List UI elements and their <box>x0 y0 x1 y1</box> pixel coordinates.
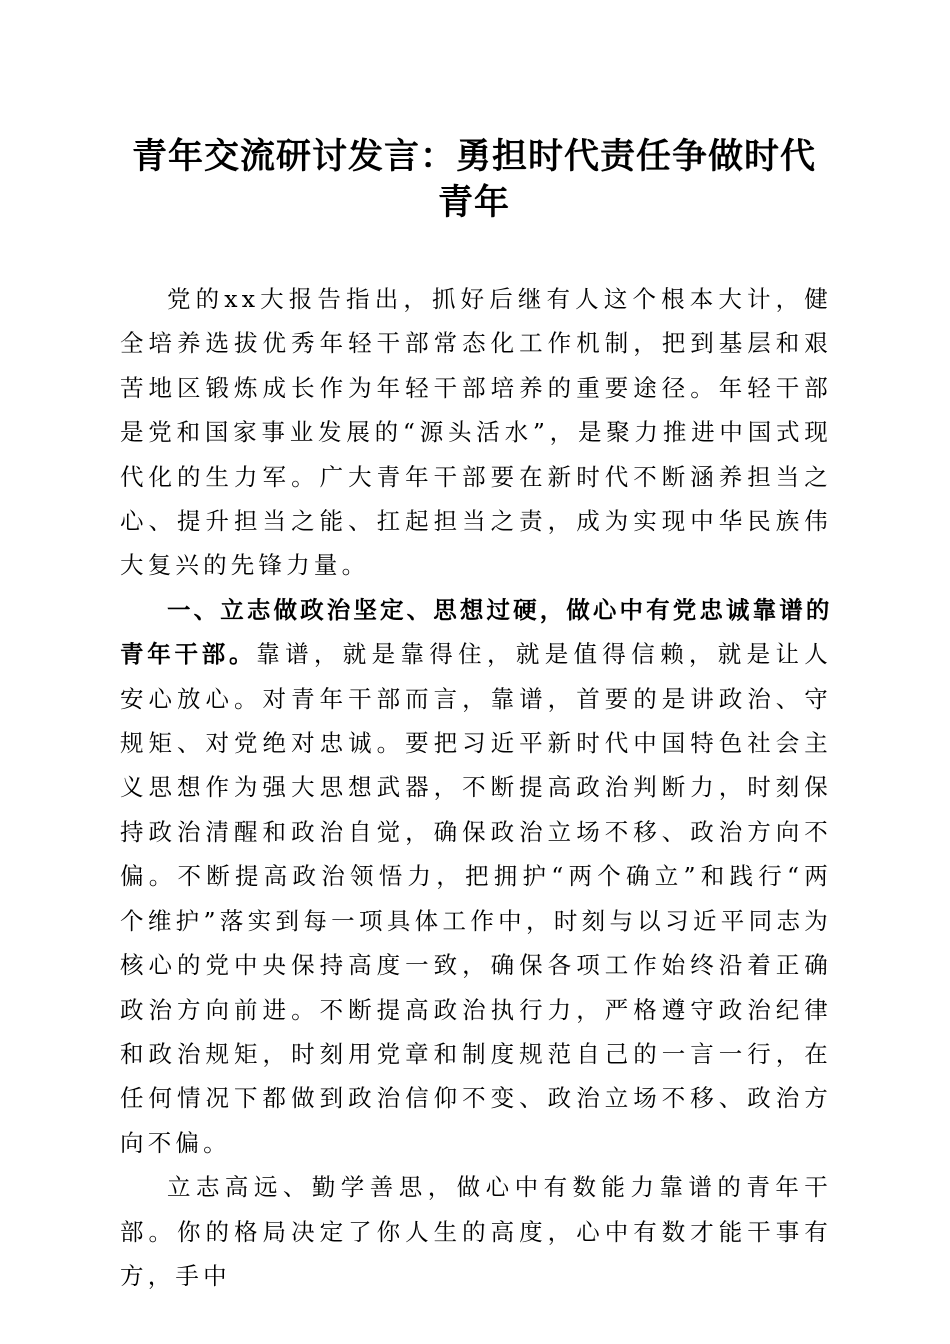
section-heading: 一、立志做政治坚定、思想过硬，做心中有党忠诚靠谱的青年干部。 <box>120 595 832 669</box>
paragraph-section-two <box>120 1165 832 1298</box>
paragraph-text: 立志高远、勤学善思，做心中有数能力靠谱的青年干部。你的格局决定了你人生的高度，心中有数才能干事有方，手中 <box>120 1173 832 1290</box>
paragraph-section-one <box>120 588 832 1165</box>
paragraph-text: 党的xx大报告指出，抓好后继有人这个根本大计，健全培养选拔优秀年轻干部常态化工作机制，把到基层和艰苦地区锻炼成长作为年轻干部培养的重要途径。年轻干部是党和国家事业发展的“源头活水”，是聚力推进中国式现代化的生力军。广大青年干部要在新时代不断涵养担当之心、提升担当之能、扛起担当之责，成为实现中华民族伟大复兴的先锋力量。 <box>120 285 832 580</box>
document-body <box>120 277 832 1298</box>
paragraph-intro <box>120 277 832 588</box>
document-title: 青年交流研讨发言：勇担时代责任争做时代青年 <box>131 136 816 223</box>
paragraph-text: 靠谱，就是靠得住，就是值得信赖，就是让人安心放心。对青年干部而言，靠谱，首要的是讲政治、守规矩、对党绝对忠诚。要把习近平新时代中国特色社会主义思想作为强大思想武器，不断提高政治判断力，时刻保持政治清醒和政治自觉，确保政治立场不移、政治方向不偏。不断提高政治领悟力，把拥护“两个确立”和践行“两个维护”落实到每一项具体工作中，时刻与以习近平同志为核心的党中央保持高度一致，确保各项工作始终沿着正确政治方向前进。不断提高政治执行力，严格遵守政治纪律和政治规矩，时刻用党章和制度规范自己的一言一行，在任何情况下都做到政治信仰不变、政治立场不移、政治方向不偏。 <box>120 640 833 1157</box>
